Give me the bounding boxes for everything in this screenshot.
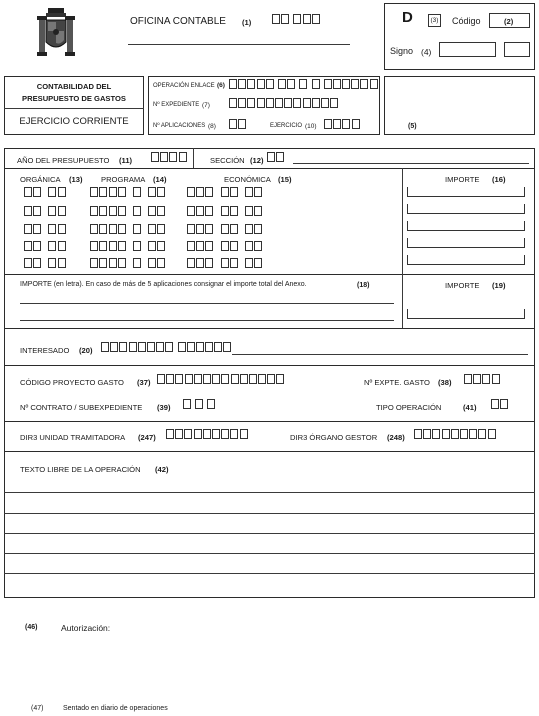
contrato-num: (39) — [157, 403, 171, 412]
texto-libre-label: TEXTO LIBRE DE LA OPERACIÓN — [20, 465, 141, 474]
importe-field[interactable] — [407, 255, 525, 265]
signo-label: Signo — [390, 46, 414, 56]
autorizacion-label: Autorización: — [61, 623, 111, 633]
dir3-organo-label: DIR3 ÓRGANO GESTOR — [290, 433, 378, 442]
box-5 — [384, 76, 535, 135]
codigo-proyecto-field[interactable] — [157, 374, 286, 384]
contrato-label: Nº CONTRATO / SUBEXPEDIENTE — [20, 403, 143, 412]
seccion-label: SECCIÓN — [210, 156, 245, 165]
tipo-operacion-num: (41) — [463, 403, 477, 412]
row-divider-1 — [4, 168, 535, 169]
signo-num: (4) — [421, 47, 432, 57]
importe2-label: IMPORTE — [445, 281, 480, 290]
texto-libre-line[interactable] — [4, 553, 535, 554]
economica-num: (15) — [278, 175, 292, 184]
dir3-unidad-label: DIR3 UNIDAD TRAMITADORA — [20, 433, 126, 442]
importe-field[interactable] — [407, 187, 525, 197]
aplicacion-row[interactable] — [24, 241, 263, 251]
ejercicio-label: EJERCICIO — [270, 123, 303, 129]
contabilidad-line1: CONTABILIDAD DEL — [36, 82, 112, 91]
anio-field[interactable] — [151, 152, 188, 162]
codigo-field[interactable] — [489, 13, 530, 28]
texto-libre-line[interactable] — [4, 573, 535, 574]
aplicaciones-field[interactable] — [229, 119, 247, 129]
dir3-organo-field[interactable] — [414, 429, 497, 439]
importe2-num: (19) — [492, 281, 506, 290]
importe-num: (16) — [492, 175, 506, 184]
texto-libre-num: (42) — [155, 465, 169, 474]
importe-letra-label: IMPORTE (en letra). En caso de más de 5 aplicaciones consignar el importe total del Anexo. — [20, 281, 307, 288]
d-num: (3) — [430, 17, 439, 24]
ejercicio-field[interactable] — [324, 119, 361, 129]
codigo-proyecto-label: CÓDIGO PROYECTO GASTO — [20, 378, 124, 387]
contrato-field[interactable] — [183, 399, 217, 409]
office-label: OFICINA CONTABLE — [130, 16, 226, 27]
row-divider-5 — [4, 421, 535, 422]
signo-field[interactable] — [439, 42, 496, 57]
programa-num: (14) — [153, 175, 167, 184]
importe-letra-num: (18) — [357, 282, 370, 289]
office-num: (1) — [242, 18, 252, 27]
seccion-num: (12) — [250, 156, 264, 165]
interesado-name-line[interactable] — [232, 354, 528, 355]
dir3-unidad-field[interactable] — [166, 429, 249, 439]
tipo-operacion-field[interactable] — [491, 399, 509, 409]
expediente-num: (7) — [202, 102, 210, 109]
autorizacion-num: (46) — [25, 624, 38, 631]
contabilidad-divider — [4, 108, 144, 109]
importe-label: IMPORTE — [445, 175, 480, 184]
d-num-box — [428, 14, 441, 27]
seccion-field[interactable] — [267, 152, 285, 162]
expediente-label: Nº EXPEDIENTE — [153, 102, 200, 108]
enlace-label: OPERACIÓN ENLACE — [153, 83, 215, 89]
interesado-label: INTERESADO — [20, 346, 70, 355]
coat-of-arms-logo — [35, 8, 77, 62]
dir3-organo-num: (248) — [387, 433, 405, 442]
codigo-label: Código — [452, 16, 481, 26]
row-divider-2 — [4, 274, 535, 275]
importe-field[interactable] — [407, 238, 525, 248]
anio-seccion-divider — [193, 148, 194, 168]
economica-label: ECONÓMICA — [224, 175, 271, 184]
texto-libre-line[interactable] — [4, 513, 535, 514]
sentado-label: Sentado en diario de operaciones — [63, 705, 168, 712]
enlace-num: (6) — [217, 82, 225, 89]
expte-gasto-field[interactable] — [464, 374, 501, 384]
interesado-num: (20) — [79, 346, 93, 355]
interesado-nif-field[interactable] — [101, 342, 233, 352]
row-divider-4 — [4, 365, 535, 366]
office-code-field[interactable] — [272, 14, 321, 24]
aplicacion-row[interactable] — [24, 224, 263, 234]
texto-libre-line[interactable] — [4, 492, 535, 493]
expte-gasto-num: (38) — [438, 378, 452, 387]
texto-libre-line[interactable] — [4, 533, 535, 534]
expediente-field[interactable] — [229, 98, 339, 108]
dir3-unidad-num: (247) — [138, 433, 156, 442]
ejercicio-num: (10) — [305, 123, 317, 130]
importe-col-divider — [402, 168, 403, 274]
importe2-field[interactable] — [407, 309, 525, 319]
aplicacion-row[interactable] — [24, 187, 263, 197]
sentado-num: (47) — [31, 705, 44, 712]
aplicacion-row[interactable] — [24, 258, 263, 268]
programa-label: PROGRAMA — [101, 175, 146, 184]
organica-label: ORGÁNICA — [20, 175, 61, 184]
d-letter: D — [402, 9, 413, 26]
aplicacion-row[interactable] — [24, 206, 263, 216]
importe2-col-divider — [402, 274, 403, 328]
aplicaciones-num: (8) — [208, 123, 216, 130]
contabilidad-line2: PRESUPUESTO DE GASTOS — [22, 94, 126, 103]
importe-field[interactable] — [407, 221, 525, 231]
expte-gasto-label: Nº EXPTE. GASTO — [364, 378, 430, 387]
organica-num: (13) — [69, 175, 83, 184]
row-divider-3 — [4, 328, 535, 329]
anio-label: AÑO DEL PRESUPUESTO — [17, 156, 110, 165]
ejercicio-corriente: EJERCICIO CORRIENTE — [19, 116, 129, 127]
office-underline — [128, 44, 350, 45]
codigo-num: (2) — [504, 17, 514, 26]
enlace-field[interactable] — [229, 79, 379, 89]
row-divider-6 — [4, 451, 535, 452]
aplicaciones-label: Nº APLICACIONES — [153, 123, 206, 129]
box5-num: (5) — [408, 123, 417, 130]
tipo-operacion-label: TIPO OPERACIÓN — [376, 403, 442, 412]
importe-field[interactable] — [407, 204, 525, 214]
codigo-proyecto-num: (37) — [137, 378, 151, 387]
importe-letra-line-2[interactable] — [20, 320, 394, 321]
anio-num: (11) — [119, 156, 133, 165]
seccion-underline — [293, 163, 529, 164]
signo-field-2[interactable] — [504, 42, 530, 57]
importe-letra-line-1[interactable] — [20, 303, 394, 304]
